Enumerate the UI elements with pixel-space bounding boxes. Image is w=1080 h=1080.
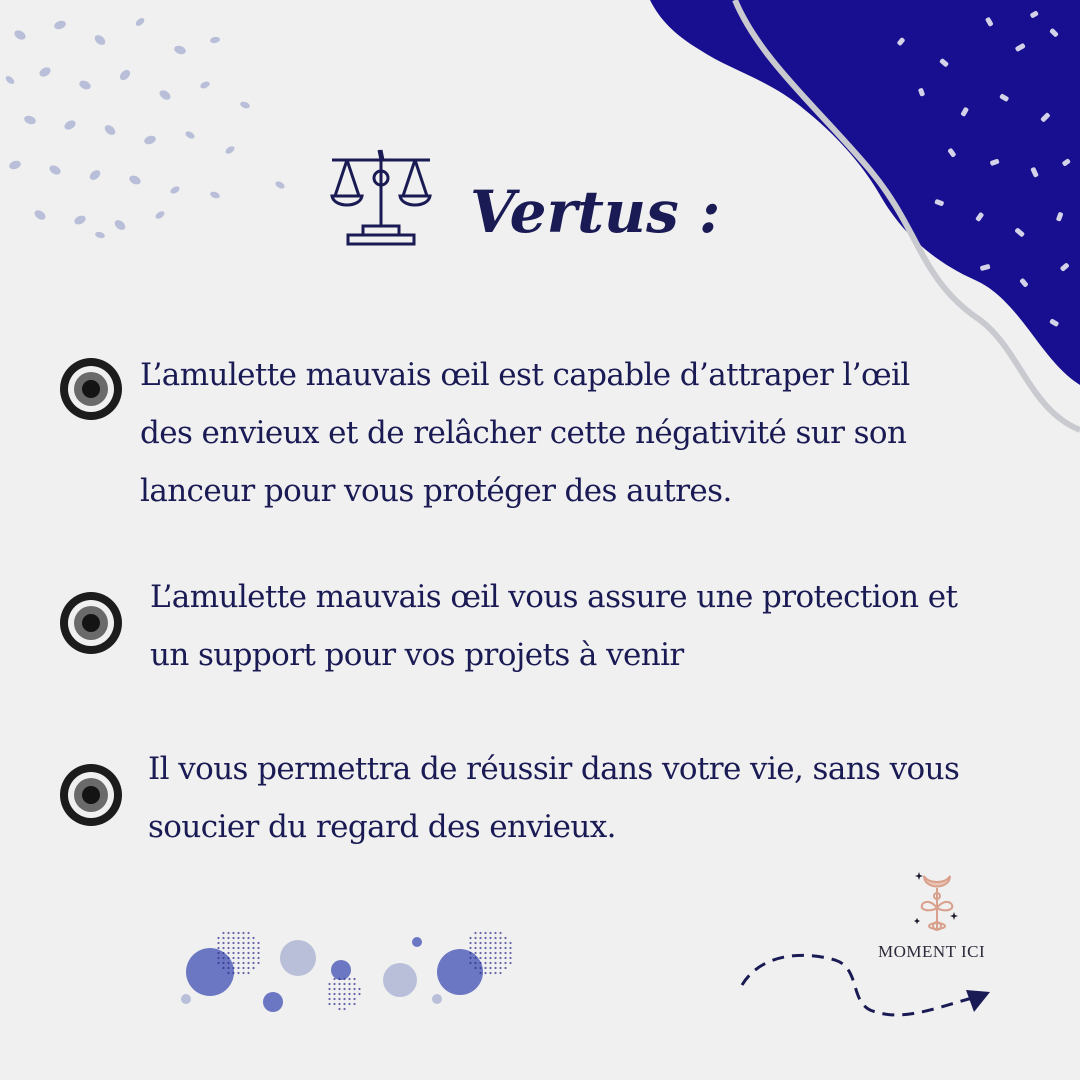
- stipple-dot: [509, 942, 511, 944]
- stipple-dot: [328, 993, 330, 995]
- stipple-dot: [242, 967, 244, 969]
- stipple-dot: [504, 967, 506, 969]
- stipple-dot: [328, 988, 330, 990]
- stipple-dot: [252, 957, 254, 959]
- stipple-dot: [232, 952, 234, 954]
- bullet-2-line-1: L’amulette mauvais œil vous assure une protection et: [150, 579, 958, 615]
- stipple-dot: [343, 1003, 345, 1005]
- bullet-3-line-2: soucier du regard des envieux.: [148, 809, 616, 845]
- stipple-dot: [232, 957, 234, 959]
- stipple-dot: [257, 942, 259, 944]
- stipple-dot: [252, 962, 254, 964]
- stipple-dot: [242, 942, 244, 944]
- stipple-dot: [242, 937, 244, 939]
- stipple-dot: [489, 967, 491, 969]
- stipple-dot: [494, 962, 496, 964]
- bottom-circles: [181, 937, 483, 1012]
- stipple-dot: [353, 998, 355, 1000]
- stipple-dot: [484, 962, 486, 964]
- stipple-dot: [242, 947, 244, 949]
- stipple-dot: [494, 932, 496, 934]
- stipple-dot: [338, 1008, 340, 1010]
- stipple-dot: [509, 947, 511, 949]
- stipple-dot: [242, 972, 244, 974]
- stipple-dot: [479, 957, 481, 959]
- stipple-dot: [338, 998, 340, 1000]
- stipple-dot: [499, 932, 501, 934]
- bullet-text-1: [140, 346, 910, 520]
- stipple-dot: [474, 957, 476, 959]
- stipple-dot: [232, 937, 234, 939]
- stipple-dot: [343, 988, 345, 990]
- stipple-dot: [257, 952, 259, 954]
- stipple-dot: [247, 967, 249, 969]
- brand-name: MOMENT ICI: [878, 942, 986, 961]
- stipple-dot: [499, 972, 501, 974]
- stipple-dot: [242, 952, 244, 954]
- stipple-dot: [484, 932, 486, 934]
- stipple-dot: [247, 937, 249, 939]
- stipple-dot: [222, 957, 224, 959]
- stipple-dot: [227, 932, 229, 934]
- stipple-dot: [247, 972, 249, 974]
- corner-dots: [4, 16, 286, 239]
- stipple-dot: [237, 942, 239, 944]
- stipple-dot: [252, 937, 254, 939]
- dashed-arrow-head: [966, 990, 990, 1012]
- stipple-dot: [227, 957, 229, 959]
- stipple-dot: [348, 993, 350, 995]
- stipple-dot: [237, 957, 239, 959]
- stipple-dot: [353, 1003, 355, 1005]
- stipple-dot: [222, 932, 224, 934]
- stipple-dot: [469, 952, 471, 954]
- stipple-dot: [509, 962, 511, 964]
- stipple-dot: [353, 993, 355, 995]
- stipple-dot: [358, 988, 360, 990]
- moon-flower-icon: [912, 868, 962, 942]
- stipple-dot: [217, 947, 219, 949]
- bullet-2-line-2: un support pour vos projets à venir: [150, 637, 684, 673]
- stipple-dot: [217, 942, 219, 944]
- stipple-dot: [257, 957, 259, 959]
- stipple-dot: [247, 952, 249, 954]
- stipple-dot: [479, 952, 481, 954]
- stipple-dot: [484, 957, 486, 959]
- stipple-dot: [489, 957, 491, 959]
- stipple-dot: [237, 937, 239, 939]
- stipple-dot: [232, 942, 234, 944]
- stipple-dot: [227, 962, 229, 964]
- stipple-dot: [232, 947, 234, 949]
- stipple-dot: [227, 947, 229, 949]
- stipple-dot: [217, 957, 219, 959]
- stipple-dot: [222, 962, 224, 964]
- stipple-dot: [328, 1003, 330, 1005]
- stipple-dot: [257, 962, 259, 964]
- stipple-dot: [479, 947, 481, 949]
- stipple-dot: [494, 952, 496, 954]
- bullet-text-3: [148, 740, 959, 856]
- stipple-dot: [353, 978, 355, 980]
- stipple-dot: [232, 962, 234, 964]
- stipple-dot: [232, 972, 234, 974]
- stipple-dot: [247, 957, 249, 959]
- stipple-dot: [227, 942, 229, 944]
- stipple-dot: [257, 947, 259, 949]
- stipple-dot: [494, 937, 496, 939]
- stipple-dot: [348, 983, 350, 985]
- stipple-dot: [348, 998, 350, 1000]
- stipple-dot: [348, 988, 350, 990]
- stipple-dot: [252, 952, 254, 954]
- stipple-dot: [509, 952, 511, 954]
- stipple-dot: [348, 1003, 350, 1005]
- stipple-dot: [494, 942, 496, 944]
- stipple-dot: [338, 983, 340, 985]
- stipple-dot: [252, 942, 254, 944]
- evil-eye-icon: [60, 592, 122, 654]
- stipple-dot: [474, 932, 476, 934]
- stipple-dot: [242, 957, 244, 959]
- bullet-text-2: [150, 568, 957, 684]
- stipple-dot: [479, 972, 481, 974]
- stipple-dot: [222, 947, 224, 949]
- stipple-dot: [333, 988, 335, 990]
- bullet-3-line-1: Il vous permettra de réussir dans votre vie, sans vous: [148, 751, 960, 787]
- stipple-dot: [222, 942, 224, 944]
- stipple-dot: [343, 978, 345, 980]
- stipple-dot: [474, 942, 476, 944]
- stipple-dot: [469, 962, 471, 964]
- stipple-dot: [494, 967, 496, 969]
- stipple-dot: [479, 942, 481, 944]
- stipple-dot: [484, 947, 486, 949]
- stipple-dot: [469, 957, 471, 959]
- stipple-dot: [343, 993, 345, 995]
- stipple-dot: [252, 967, 254, 969]
- stipple-dot: [474, 952, 476, 954]
- stipple-dot: [484, 967, 486, 969]
- stipple-dot: [247, 947, 249, 949]
- stipple-dot: [222, 967, 224, 969]
- stipple-dot: [232, 967, 234, 969]
- stipple-dot: [247, 962, 249, 964]
- stipple-dot: [474, 947, 476, 949]
- stipple-dot: [499, 967, 501, 969]
- stipple-dot: [479, 962, 481, 964]
- stipple-dot: [499, 952, 501, 954]
- bullet-1-line-2: des envieux et de relâcher cette négativité sur son: [140, 415, 907, 451]
- stipple-dot: [499, 937, 501, 939]
- stipple-dot: [247, 942, 249, 944]
- stipple-dot: [504, 952, 506, 954]
- stipple-dot: [247, 932, 249, 934]
- stipple-dot: [333, 998, 335, 1000]
- stipple-dot: [469, 947, 471, 949]
- stipple-dot: [222, 952, 224, 954]
- stipple-dot: [469, 942, 471, 944]
- stipple-dot: [333, 1003, 335, 1005]
- stipple-dot: [504, 957, 506, 959]
- stipple-dot: [338, 1003, 340, 1005]
- dashed-arrow-path: [742, 955, 972, 1015]
- bullet-1-line-3: lanceur pour vous protéger des autres.: [140, 473, 732, 509]
- stipple-dot: [504, 942, 506, 944]
- stipple-dot: [252, 947, 254, 949]
- stipple-dot: [328, 998, 330, 1000]
- stipple-dot: [489, 937, 491, 939]
- stipple-dot: [494, 957, 496, 959]
- stipple-dot: [489, 942, 491, 944]
- stipple-dot: [343, 998, 345, 1000]
- stipple-dot: [479, 967, 481, 969]
- stipple-dot: [499, 957, 501, 959]
- stipple-dot: [358, 993, 360, 995]
- stipple-dot: [237, 932, 239, 934]
- stipple-dot: [504, 937, 506, 939]
- stipple-dot: [343, 1008, 345, 1010]
- stipple-dot: [338, 988, 340, 990]
- stipple-dot: [237, 967, 239, 969]
- stipple-dot: [494, 947, 496, 949]
- stipple-dot: [217, 962, 219, 964]
- stipple-dot: [227, 952, 229, 954]
- stipple-dot: [227, 967, 229, 969]
- stipple-dot: [353, 988, 355, 990]
- stipple-dot: [474, 962, 476, 964]
- stipple-dot: [338, 978, 340, 980]
- stipple-dot: [489, 932, 491, 934]
- stipple-dot: [509, 957, 511, 959]
- stipple-dot: [237, 972, 239, 974]
- stipple-dot: [489, 952, 491, 954]
- stipple-dot: [333, 978, 335, 980]
- stipple-dot: [479, 932, 481, 934]
- stipple-dot: [479, 937, 481, 939]
- stipple-dot: [333, 993, 335, 995]
- bullet-1-line-1: L’amulette mauvais œil est capable d’attraper l’œil: [140, 357, 910, 393]
- stipple-dot: [484, 937, 486, 939]
- stipple-dot: [232, 932, 234, 934]
- stipple-dot: [474, 937, 476, 939]
- stipple-dot: [353, 983, 355, 985]
- stipple-dot: [348, 978, 350, 980]
- stipple-dot: [474, 967, 476, 969]
- balance-scale-icon: [330, 148, 434, 248]
- stipple-dot: [328, 983, 330, 985]
- stipple-dot: [338, 993, 340, 995]
- stipple-dot: [499, 947, 501, 949]
- stipple-dot: [237, 952, 239, 954]
- stipple-dot: [469, 937, 471, 939]
- stipple-dot: [227, 937, 229, 939]
- stipple-dot: [227, 972, 229, 974]
- stipple-dot: [484, 942, 486, 944]
- stipple-dot: [504, 947, 506, 949]
- stipple-dot: [484, 952, 486, 954]
- stipple-dot: [237, 962, 239, 964]
- stipple-dot: [333, 983, 335, 985]
- stipple-dot: [489, 972, 491, 974]
- stipple-dot: [217, 952, 219, 954]
- stipple-dot: [242, 932, 244, 934]
- stipple-dot: [343, 983, 345, 985]
- page-title: Vertus :: [470, 178, 721, 246]
- stipple-dot: [494, 972, 496, 974]
- stipple-dot: [499, 942, 501, 944]
- stipple-dot: [217, 937, 219, 939]
- stipple-dot: [237, 947, 239, 949]
- stipple-dot: [222, 937, 224, 939]
- stipple-dot: [504, 962, 506, 964]
- stipple-dot: [242, 962, 244, 964]
- evil-eye-icon: [60, 358, 122, 420]
- stipple-dot: [499, 962, 501, 964]
- stipple-dot: [484, 972, 486, 974]
- stipple-dot: [489, 962, 491, 964]
- stipple-dot: [489, 947, 491, 949]
- evil-eye-icon: [60, 764, 122, 826]
